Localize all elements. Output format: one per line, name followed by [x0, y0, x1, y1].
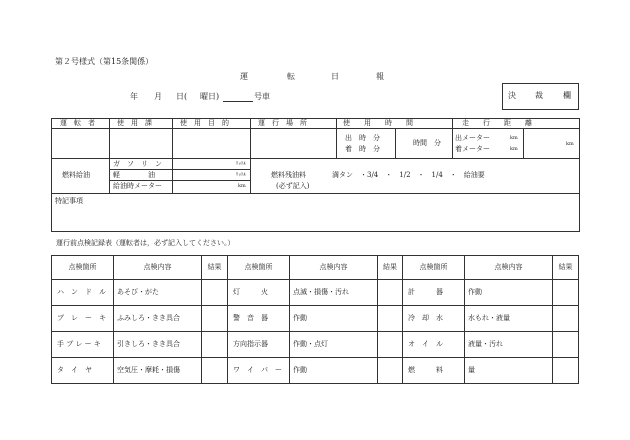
- content-gauges: 作動: [465, 280, 553, 306]
- fuel-hline-1: [109, 169, 250, 170]
- header-row-line: [51, 128, 579, 129]
- point-brake: ブ レ ー キ: [52, 306, 114, 332]
- title-char-3: 日: [331, 72, 339, 81]
- header-content-3: 点検内容: [465, 256, 553, 280]
- fuel-vline-2: [172, 158, 173, 194]
- point-tire: タ イ ヤ: [52, 358, 114, 384]
- inspection-title: 運行前点検記録表（運転者は，必ず記入してください。）: [56, 239, 235, 247]
- fuel-label: 燃料給油: [62, 171, 90, 179]
- vline-4: [336, 118, 337, 159]
- meter-in: 着メーター: [455, 145, 490, 153]
- result-handle[interactable]: [202, 280, 228, 306]
- inspection-row: [52, 358, 579, 384]
- fuel-vline-3: [250, 158, 251, 194]
- vline-5: [452, 118, 453, 159]
- header-content-1: 点検内容: [114, 256, 202, 280]
- title-char-2: 転: [287, 72, 295, 81]
- fuel-gasoline: ガ ソ リ ン: [113, 160, 162, 168]
- header-point-3: 点検箇所: [403, 256, 465, 280]
- fuel-diesel: 軽 油: [113, 171, 155, 179]
- header-content-2: 点検内容: [290, 256, 378, 280]
- content-handle: あそび・がた: [114, 280, 202, 306]
- header-result-2: 結果: [378, 256, 403, 280]
- vline-2: [172, 118, 173, 159]
- header-time: 使 用 時 間: [343, 119, 413, 127]
- content-handbrake: 引きしろ・きき具合: [114, 332, 202, 358]
- fuel-remaining: 燃料残油料: [271, 171, 306, 179]
- vline-3: [250, 118, 251, 159]
- point-turn-signal: 方向指示器: [228, 332, 290, 358]
- inspection-row: [52, 332, 579, 358]
- notes-label: 特記事項: [55, 197, 83, 205]
- content-wiper: 作動: [290, 358, 378, 384]
- header-result-3: 結果: [553, 256, 579, 280]
- point-oil: オ イ ル: [403, 332, 465, 358]
- meter-out-unit: km: [510, 135, 518, 141]
- point-wiper: ワ イ パ ー: [228, 358, 290, 384]
- meter-out: 出メーター: [455, 134, 490, 142]
- title-char-4: 報: [376, 72, 384, 81]
- fuel-vline-1: [109, 158, 110, 194]
- content-brake: ふみしろ・きき具合: [114, 306, 202, 332]
- fuel-required: (必ず記入): [276, 182, 310, 190]
- point-gauges: 計 器: [403, 280, 465, 306]
- content-oil: 液量・汚れ: [465, 332, 553, 358]
- result-handbrake[interactable]: [202, 332, 228, 358]
- result-gauges[interactable]: [553, 280, 579, 306]
- result-fuel[interactable]: [553, 358, 579, 384]
- content-coolant: 水もれ・液量: [465, 306, 553, 332]
- fuel-row-line: [51, 193, 579, 194]
- point-lights: 灯 火: [228, 280, 290, 306]
- result-turn-signal[interactable]: [378, 332, 403, 358]
- title-char-1: 運: [240, 72, 248, 81]
- result-lights[interactable]: [378, 280, 403, 306]
- content-turn-signal: 作動・点灯: [290, 332, 378, 358]
- approval-char-1: 決: [508, 91, 516, 100]
- distance-unit: km: [566, 141, 574, 147]
- header-point-2: 点検箇所: [228, 256, 290, 280]
- result-brake[interactable]: [202, 306, 228, 332]
- content-fuel: 量: [465, 358, 553, 384]
- header-driver: 運 転 者: [60, 119, 95, 127]
- vline-time-split: [395, 129, 396, 159]
- header-dept: 使 用 課: [117, 119, 152, 127]
- inspection-header-row: [52, 256, 579, 280]
- meter-in-unit: km: [510, 146, 518, 152]
- header-place: 運 行 場 所: [258, 119, 307, 127]
- point-coolant: 冷 却 水: [403, 306, 465, 332]
- date-year: 年: [130, 92, 138, 101]
- header-result-1: 結果: [202, 256, 228, 280]
- result-tire[interactable]: [202, 358, 228, 384]
- form-number: 第２号様式（第15条関係）: [55, 57, 154, 66]
- result-coolant[interactable]: [553, 306, 579, 332]
- date-month: 月: [154, 92, 162, 101]
- point-fuel: 燃 料: [403, 358, 465, 384]
- content-horn: 作動: [290, 306, 378, 332]
- inspection-row: [52, 306, 579, 332]
- fuel-levels: 満タン ・3/4 ・ 1/2 ・ 1/4 ・ 給油要: [332, 171, 485, 179]
- result-oil[interactable]: [553, 332, 579, 358]
- fuel-meter: 給油時メーター: [113, 182, 162, 190]
- approval-char-3: 欄: [563, 91, 571, 100]
- fuel-gasoline-unit: ﾘｯﾄﾙ: [236, 161, 247, 167]
- header-point-1: 点検箇所: [52, 256, 114, 280]
- fuel-meter-unit: km: [238, 183, 246, 189]
- date-vehicle: 号車: [254, 92, 270, 101]
- approval-char-2: 裁: [535, 91, 543, 100]
- result-horn[interactable]: [378, 306, 403, 332]
- content-lights: 点滅・損傷・汚れ: [290, 280, 378, 306]
- time-arrive: 着 時 分: [345, 145, 380, 153]
- vline-dist-split: [523, 129, 524, 159]
- time-depart: 出 時 分: [345, 134, 380, 142]
- header-distance: 走 行 距 離: [462, 119, 532, 127]
- point-horn: 警 音 器: [228, 306, 290, 332]
- vehicle-underline: [223, 101, 253, 102]
- fuel-diesel-unit: ﾘｯﾄﾙ: [236, 172, 247, 178]
- content-tire: 空気圧・摩耗・損傷: [114, 358, 202, 384]
- point-handle: ハ ン ド ル: [52, 280, 114, 306]
- date-day: 日(: [176, 92, 188, 101]
- date-weekday: 曜日): [200, 92, 220, 101]
- fuel-hline-2: [109, 180, 250, 181]
- point-handbrake: 手 ブ レ ー キ: [52, 332, 114, 358]
- inspection-table: [51, 255, 579, 384]
- time-hours: 時間 分: [413, 139, 441, 147]
- vline-1: [109, 118, 110, 159]
- header-purpose: 使 用 目 的: [180, 119, 229, 127]
- inspection-row: [52, 280, 579, 306]
- data-row-line: [51, 158, 579, 159]
- result-wiper[interactable]: [378, 358, 403, 384]
